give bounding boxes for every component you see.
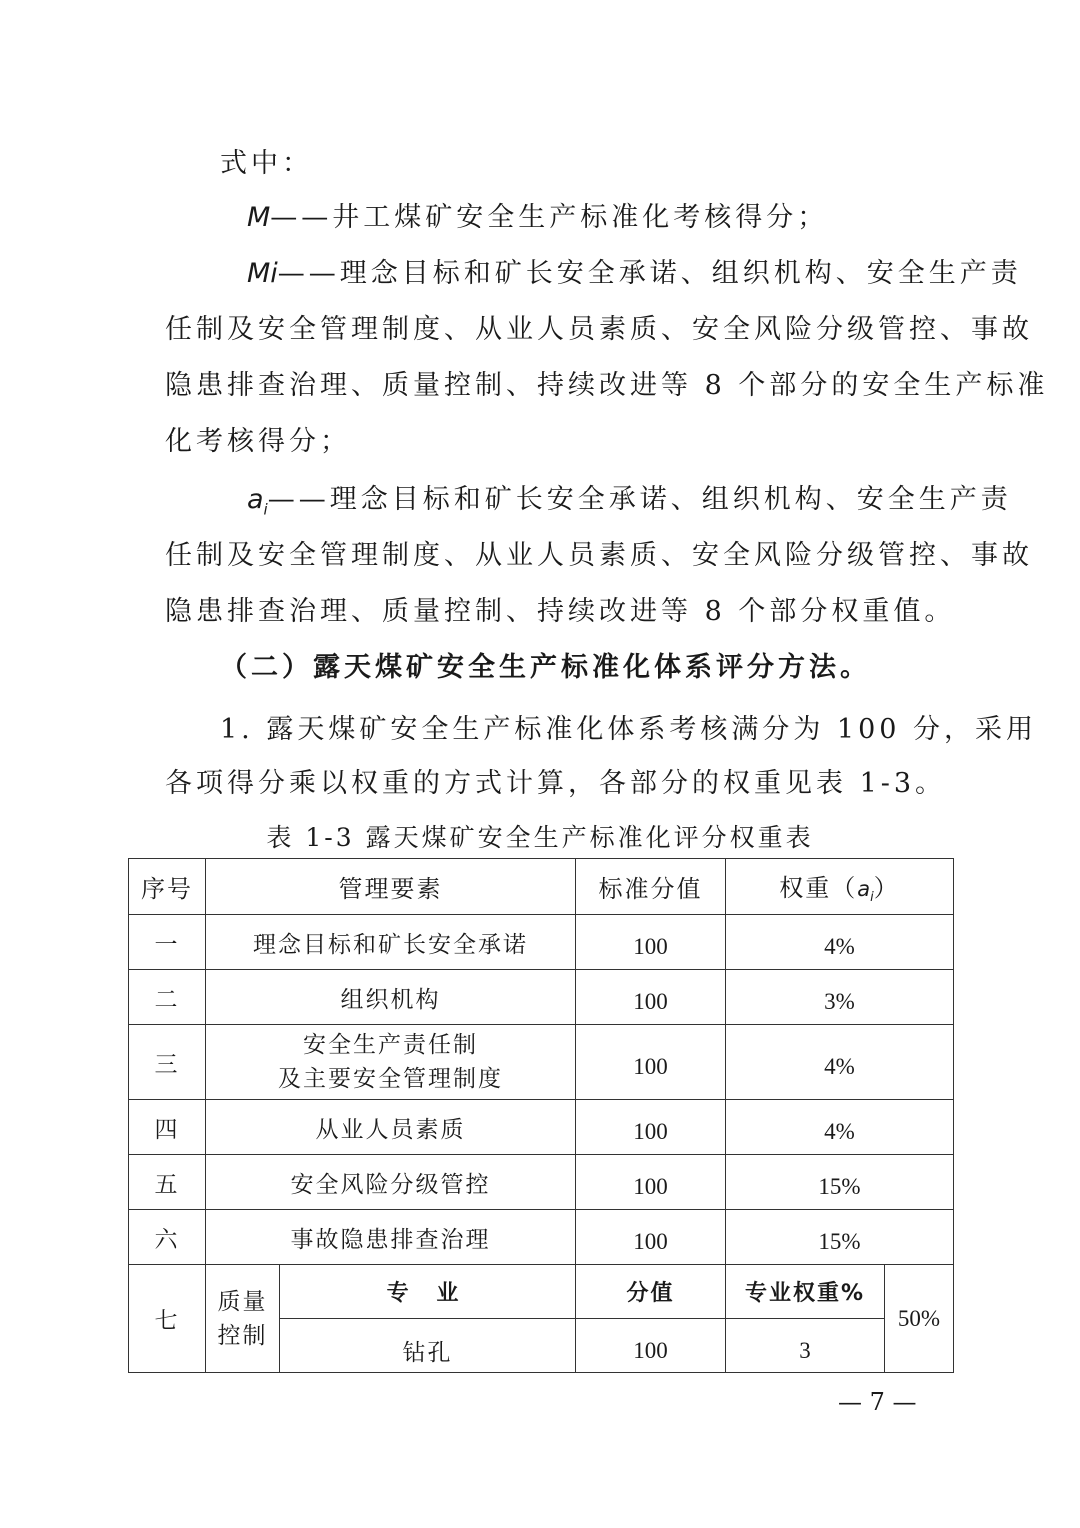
cell-weight: 3% xyxy=(726,970,954,1025)
cell-score: 100 xyxy=(576,1155,726,1210)
symbol-m: M xyxy=(247,202,271,233)
cell-score: 100 xyxy=(576,970,726,1025)
table-row xyxy=(129,915,954,970)
header-seq: 序号 xyxy=(129,859,206,915)
cell-score: 100 xyxy=(576,915,726,970)
paragraph-mi-line-4: 化考核得分； xyxy=(165,426,351,457)
quality-control-header-row xyxy=(129,1265,954,1319)
paragraph-mi-line-1: Mi——理念目标和矿长安全承诺、组织机构、安全生产责 xyxy=(247,258,1022,289)
subheader-score: 分值 xyxy=(576,1265,726,1319)
subheader-specialty: 专 业 xyxy=(280,1265,576,1319)
table-row xyxy=(129,1210,954,1265)
paragraph-method-line-2: 各项得分乘以权重的方式计算，各部分的权重见表 1-3。 xyxy=(165,768,947,799)
cell-seq: 二 xyxy=(129,970,206,1025)
paragraph-method-line-1: 1. 露天煤矿安全生产标准化体系考核满分为 100 分，采用 xyxy=(220,714,1038,745)
cell-seq: 六 xyxy=(129,1210,206,1265)
cell-weight: 15% xyxy=(726,1155,954,1210)
paragraph-m-definition: M——井工煤矿安全生产标准化考核得分； xyxy=(247,202,829,233)
cell-seq: 五 xyxy=(129,1155,206,1210)
paragraph-mi-line-2: 任制及安全管理制度、从业人员素质、安全风险分级管控、事故 xyxy=(165,314,1033,345)
cell-element: 从业人员素质 xyxy=(206,1100,576,1155)
cell-score: 100 xyxy=(576,1025,726,1100)
subheader-weight: 专业权重% xyxy=(726,1265,885,1319)
cell-seq: 三 xyxy=(129,1025,206,1100)
weight-table xyxy=(128,858,954,1373)
cell-element: 安全生产责任制 及主要安全管理制度 xyxy=(206,1025,576,1100)
cell-element: 事故隐患排查治理 xyxy=(206,1210,576,1265)
paragraph-ai-line-1: $a_i——$理念目标和矿长安全承诺、组织机构、安全生产责 xyxy=(247,484,1012,519)
header-element: 管理要素 xyxy=(206,859,576,915)
table-row xyxy=(129,1155,954,1210)
header-score: 标准分值 xyxy=(576,859,726,915)
cell-weight: 15% xyxy=(726,1210,954,1265)
cell-seq: 七 xyxy=(129,1265,206,1373)
cell-weight: 4% xyxy=(726,915,954,970)
cell-seq: 四 xyxy=(129,1100,206,1155)
cell-specialty-weight: 3 xyxy=(726,1319,885,1373)
cell-score: 100 xyxy=(576,1210,726,1265)
table-row xyxy=(129,1025,954,1100)
cell-score: 100 xyxy=(576,1319,726,1373)
cell-element: 组织机构 xyxy=(206,970,576,1025)
cell-weight: 4% xyxy=(726,1025,954,1100)
paragraph-formula-intro: 式中： xyxy=(220,148,313,179)
table-header-row xyxy=(129,859,954,915)
cell-specialty: 钻孔 xyxy=(280,1319,576,1373)
quality-control-total-weight: 50% xyxy=(885,1265,954,1373)
symbol-mi: Mi xyxy=(247,258,278,289)
cell-score: 100 xyxy=(576,1100,726,1155)
paragraph-ai-line-2: 任制及安全管理制度、从业人员素质、安全风险分级管控、事故 xyxy=(165,540,1033,571)
cell-weight: 4% xyxy=(726,1100,954,1155)
symbol-ai: $a_i$ xyxy=(247,484,268,519)
table-caption: 表 1-3 露天煤矿安全生产标准化评分权重表 xyxy=(266,823,814,852)
cell-seq: 一 xyxy=(129,915,206,970)
table-row xyxy=(129,1100,954,1155)
header-weight: 权重$(a_i)$ xyxy=(726,859,954,915)
table-row xyxy=(129,970,954,1025)
paragraph-ai-line-3: 隐患排查治理、质量控制、持续改进等 8 个部分权重值。 xyxy=(165,596,956,627)
cell-element: 安全风险分级管控 xyxy=(206,1155,576,1210)
paragraph-mi-line-3: 隐患排查治理、质量控制、持续改进等 8 个部分的安全生产标准 xyxy=(165,370,1049,401)
document-page: 式中： M——井工煤矿安全生产标准化考核得分； Mi——理念目标和矿长安全承诺、组织机构、安全生产责 任制及安全管理制度、从业人员素质、安全风险分级管控、事故 隐患排查治理、质量控制、持续改进等 8 个部分的安全生产标准 化考核得分； $a_i——$理念目标和矿长安全承诺、组织机构、安全生产责 任制及安全管理制度、从业人员素质、安全风险分级管控、事故 隐患排查治理、质量控制、持续改进等 8 个部分权重值。 （二）露天煤矿安全生产标准化体系评分方法。 1. 露天煤矿安全生产标准化体系考核满分为 100 分，采用 各项得分乘以权重的方式计算，各部分的权重见表 1-3。 表 1-3 露天煤矿安全生产标准化评分权重表 序号 管理要素 标准分值 权重$(a_i)$ 一 理念目标和矿长安全承诺 100 4% 二 组织机构 100 3% 三 安全生产责任制 及主要安全管理制度 100 4% 四 从业人员素质 100 4% 五 安全风险分级管控 100 15% 六 事故隐患排查治理 100 15% 七 质量 控制 专 业 分值 专业权重% 50% 钻孔 100 3 — 7 — xyxy=(0,0,1080,1528)
section-heading: （二）露天煤矿安全生产标准化体系评分方法。 xyxy=(220,652,871,683)
quality-control-label: 质量 控制 xyxy=(206,1265,280,1373)
cell-element: 理念目标和矿长安全承诺 xyxy=(206,915,576,970)
